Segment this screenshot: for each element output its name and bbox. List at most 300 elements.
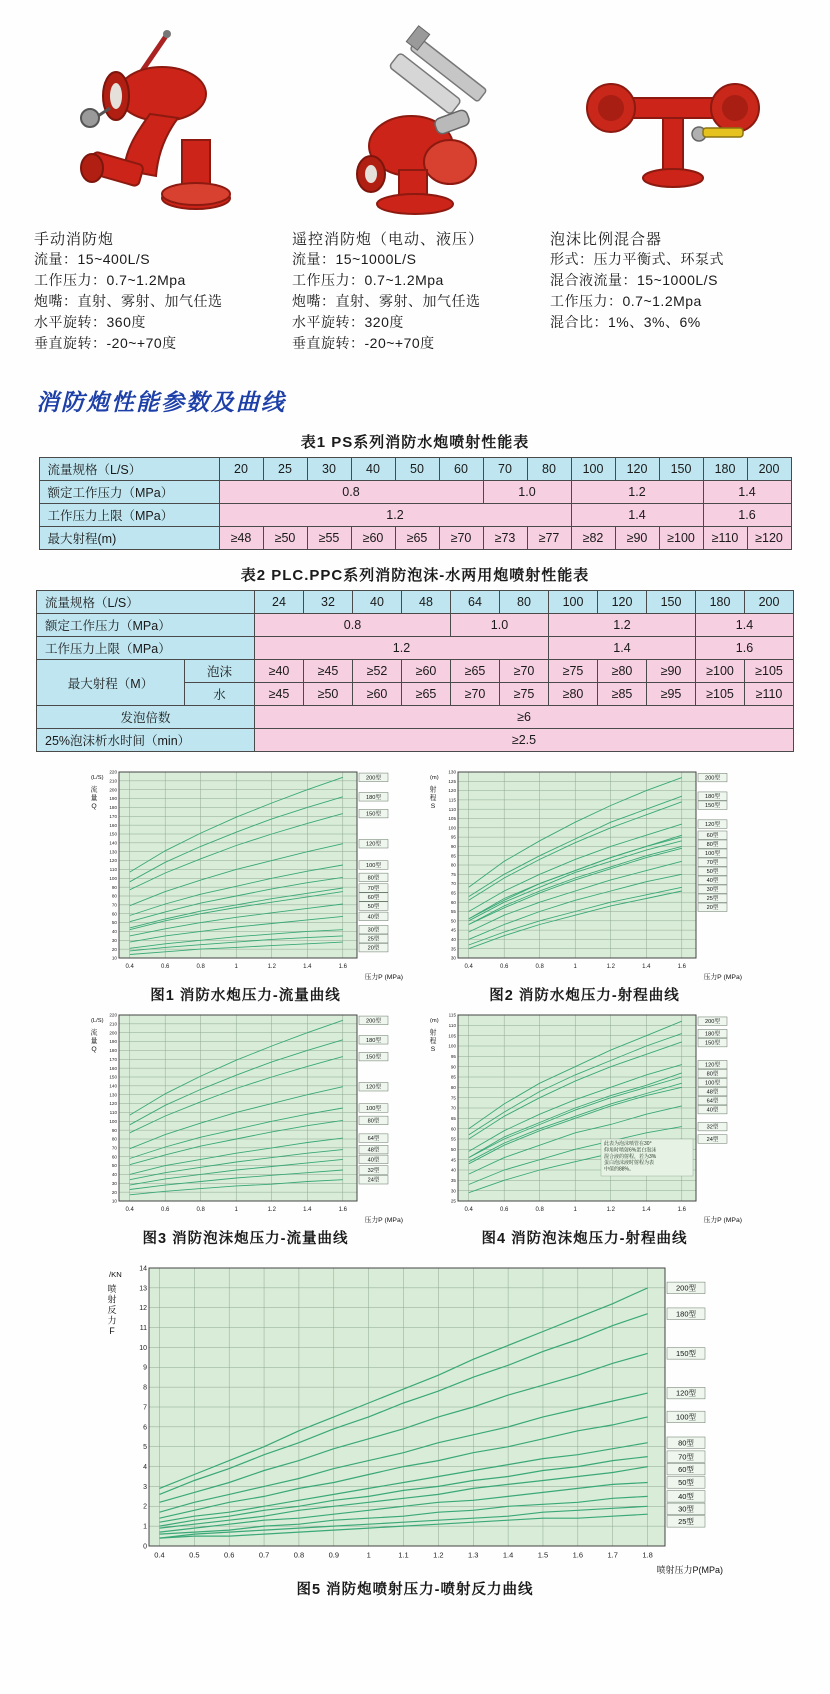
svg-text:70型: 70型 [678, 1452, 694, 1462]
svg-text:0.5: 0.5 [189, 1550, 200, 1560]
svg-text:40: 40 [450, 937, 456, 943]
table-cell: 25%泡沫析水时间（min） [37, 729, 255, 752]
foam-proportioner-art [573, 52, 773, 222]
svg-text:25型: 25型 [678, 1516, 694, 1526]
svg-text:10: 10 [111, 1198, 117, 1204]
table-cell: 150 [647, 591, 696, 614]
table-cell: ≥52 [353, 660, 402, 683]
svg-text:200型: 200型 [675, 1283, 697, 1293]
svg-text:105: 105 [447, 1033, 456, 1039]
svg-text:120: 120 [108, 1101, 117, 1107]
table-cell: 200 [745, 591, 794, 614]
svg-text:中值的88%。: 中值的88%。 [603, 1166, 634, 1173]
svg-text:1.4: 1.4 [302, 1207, 311, 1213]
svg-text:120型: 120型 [675, 1388, 697, 1398]
svg-text:40型: 40型 [706, 1107, 718, 1114]
svg-text:150型: 150型 [704, 1040, 720, 1047]
table-cell: 1.4 [549, 637, 696, 660]
svg-text:80: 80 [111, 893, 117, 899]
svg-text:105: 105 [447, 816, 456, 822]
svg-text:120: 120 [108, 858, 117, 864]
svg-text:190: 190 [108, 1039, 117, 1045]
products-section [34, 16, 796, 354]
svg-text:50型: 50型 [367, 903, 379, 910]
figure-5-chart [105, 1258, 725, 1576]
svg-text:1.2: 1.2 [606, 1207, 615, 1213]
table-cell: 1.4 [696, 614, 794, 637]
section-title: 消防炮性能参数及曲线 [36, 389, 286, 415]
svg-text:45: 45 [450, 927, 456, 933]
table-cell: 流量规格（L/S） [37, 591, 255, 614]
table-cell: 1.2 [219, 504, 571, 527]
svg-text:6: 6 [143, 1424, 147, 1432]
svg-text:130: 130 [108, 1092, 117, 1098]
svg-text:110: 110 [109, 1110, 117, 1116]
svg-text:130: 130 [447, 769, 456, 775]
svg-text:100型: 100型 [675, 1412, 697, 1422]
table-cell: 1.4 [703, 481, 791, 504]
svg-text:70: 70 [111, 1145, 117, 1151]
svg-text:64型: 64型 [367, 1136, 379, 1143]
svg-text:50型: 50型 [706, 869, 718, 876]
svg-text:55: 55 [450, 909, 456, 915]
svg-text:80型: 80型 [367, 1118, 379, 1125]
svg-text:量: 量 [90, 794, 97, 802]
svg-text:150型: 150型 [365, 811, 381, 818]
svg-text:90: 90 [111, 884, 117, 890]
svg-text:60: 60 [450, 1126, 456, 1132]
svg-text:8: 8 [143, 1384, 147, 1392]
product-spec: 水平旋转：320度 [292, 314, 404, 330]
table-cell: ≥65 [395, 527, 439, 550]
svg-text:140: 140 [108, 1083, 117, 1089]
product-spec: 炮嘴：直射、雾射、加气任选 [292, 293, 481, 309]
svg-text:24型: 24型 [367, 1177, 379, 1184]
table-cell: 最大射程(m) [39, 527, 219, 550]
table-cell: 1.6 [703, 504, 791, 527]
product-spec: 工作压力：0.7~1.2Mpa [34, 272, 186, 288]
table-cell: ≥65 [402, 683, 451, 706]
svg-text:170: 170 [108, 1056, 117, 1062]
foam-proportioner-photo [550, 16, 796, 222]
svg-text:程: 程 [429, 794, 436, 802]
remote-fire-monitor-photo [292, 16, 538, 222]
svg-text:1.4: 1.4 [502, 1550, 514, 1560]
svg-text:120型: 120型 [704, 822, 720, 829]
table-cell: 40 [353, 591, 402, 614]
svg-text:75: 75 [450, 1095, 456, 1101]
svg-text:11: 11 [139, 1325, 147, 1333]
table-cell: ≥75 [500, 683, 549, 706]
svg-text:30型: 30型 [367, 927, 379, 934]
table-cell: 额定工作压力（MPa） [37, 614, 255, 637]
svg-text:9: 9 [143, 1364, 147, 1372]
svg-text:0.4: 0.4 [124, 964, 134, 970]
svg-text:35: 35 [450, 946, 456, 952]
table-cell: 200 [747, 458, 791, 481]
svg-text:1.2: 1.2 [267, 1207, 276, 1213]
figure-5 [84, 1258, 746, 1599]
svg-text:0.6: 0.6 [160, 964, 169, 970]
svg-text:50: 50 [111, 1163, 117, 1169]
table-cell: 发泡倍数 [37, 706, 255, 729]
table-cell: 额定工作压力（MPa） [39, 481, 219, 504]
svg-text:压力P (MPa): 压力P (MPa) [703, 1217, 742, 1224]
svg-text:100型: 100型 [365, 862, 381, 869]
svg-text:70: 70 [450, 1105, 456, 1111]
svg-text:40: 40 [111, 1172, 117, 1178]
svg-text:100型: 100型 [704, 1080, 720, 1087]
figure-1-chart [87, 766, 405, 982]
svg-text:射: 射 [429, 786, 436, 794]
svg-text:40: 40 [111, 929, 117, 935]
svg-text:S: S [430, 803, 435, 811]
svg-text:0.6: 0.6 [499, 964, 508, 970]
table-cell: ≥65 [451, 660, 500, 683]
svg-text:100: 100 [447, 825, 456, 831]
svg-text:(L/S): (L/S) [90, 1017, 103, 1024]
table-cell: 150 [659, 458, 703, 481]
svg-text:60型: 60型 [678, 1464, 694, 1474]
table-cell: 100 [571, 458, 615, 481]
table-cell: 25 [263, 458, 307, 481]
svg-text:射: 射 [107, 1294, 117, 1305]
svg-text:150型: 150型 [365, 1054, 381, 1061]
table-cell: 1.0 [483, 481, 571, 504]
svg-text:力: 力 [107, 1315, 117, 1326]
svg-text:此表为泡沫喷管在30°: 此表为泡沫喷管在30° [603, 1141, 652, 1147]
svg-text:80型: 80型 [367, 875, 379, 882]
svg-text:25型: 25型 [706, 896, 718, 903]
svg-text:S: S [430, 1046, 435, 1054]
table-cell: ≥40 [255, 660, 304, 683]
svg-text:0: 0 [143, 1543, 147, 1551]
product-spec: 工作压力：0.7~1.2Mpa [550, 293, 702, 309]
table-cell: ≥50 [263, 527, 307, 550]
table-cell: 120 [598, 591, 647, 614]
svg-text:0.4: 0.4 [463, 1207, 473, 1213]
svg-text:喷射压力P(MPa): 喷射压力P(MPa) [656, 1565, 723, 1575]
svg-text:110: 110 [109, 867, 117, 873]
svg-text:1.4: 1.4 [641, 964, 650, 970]
table-cell: ≥75 [549, 660, 598, 683]
svg-text:32型: 32型 [367, 1167, 379, 1174]
svg-text:25型: 25型 [367, 936, 379, 943]
svg-text:65: 65 [450, 890, 456, 896]
svg-text:压力P (MPa): 压力P (MPa) [364, 974, 403, 981]
svg-text:40型: 40型 [367, 914, 379, 921]
table-cell: 80 [500, 591, 549, 614]
product-spec: 流量：15~400L/S [34, 251, 151, 267]
svg-text:20型: 20型 [706, 905, 718, 912]
table-cell: ≥100 [659, 527, 703, 550]
product-card-2 [292, 16, 538, 354]
svg-text:流: 流 [90, 1029, 97, 1037]
svg-text:180型: 180型 [365, 794, 381, 801]
svg-text:0.4: 0.4 [463, 964, 473, 970]
svg-text:80: 80 [111, 1136, 117, 1142]
svg-text:0.7: 0.7 [258, 1550, 270, 1560]
table-cell: 48 [402, 591, 451, 614]
svg-text:20: 20 [111, 1189, 117, 1195]
svg-text:30: 30 [111, 937, 117, 943]
svg-text:170: 170 [108, 813, 117, 819]
table-cell: ≥105 [745, 660, 794, 683]
svg-text:24型: 24型 [706, 1136, 718, 1143]
table-cell: 最大射程（M） [37, 660, 185, 706]
svg-text:10: 10 [111, 955, 117, 961]
svg-text:85: 85 [450, 853, 456, 859]
svg-text:0.6: 0.6 [223, 1550, 235, 1560]
manual-fire-monitor-photo [34, 16, 280, 222]
svg-text:180型: 180型 [704, 1031, 720, 1038]
svg-text:60型: 60型 [706, 833, 718, 840]
svg-text:120型: 120型 [704, 1062, 720, 1069]
svg-text:200: 200 [108, 787, 117, 793]
figure-1 [84, 766, 407, 1005]
svg-text:12: 12 [139, 1305, 147, 1313]
svg-text:140: 140 [108, 840, 117, 846]
table-cell: ≥80 [549, 683, 598, 706]
figure-4-caption: 图4 消防泡沫炮压力-射程曲线 [481, 1231, 688, 1247]
svg-text:程: 程 [429, 1037, 436, 1045]
svg-text:0.8: 0.8 [196, 964, 205, 970]
table-cell: ≥100 [696, 660, 745, 683]
svg-text:190: 190 [108, 796, 117, 802]
svg-text:压力P (MPa): 压力P (MPa) [364, 1217, 403, 1224]
svg-text:70: 70 [450, 881, 456, 887]
product-spec: 水平旋转：360度 [34, 314, 146, 330]
svg-text:0.8: 0.8 [535, 964, 544, 970]
svg-text:0.4: 0.4 [154, 1550, 165, 1560]
table-cell: ≥110 [745, 683, 794, 706]
table-cell: ≥70 [439, 527, 483, 550]
svg-text:混合液的射程，若为3%: 混合液的射程，若为3% [603, 1153, 656, 1160]
table-cell: ≥90 [647, 660, 696, 683]
svg-text:30: 30 [450, 955, 456, 961]
svg-text:180型: 180型 [675, 1309, 697, 1319]
svg-text:75: 75 [450, 871, 456, 877]
product-name: 遥控消防炮（电动、液压） [292, 231, 485, 248]
svg-text:60: 60 [111, 911, 117, 917]
figure-3-caption: 图3 消防泡沫炮压力-流量曲线 [142, 1231, 349, 1247]
svg-text:1: 1 [234, 1207, 238, 1213]
svg-text:160: 160 [108, 822, 117, 828]
table-cell: 40 [351, 458, 395, 481]
remote-fire-monitor-art [315, 22, 515, 222]
product-spec: 流量：15~1000L/S [292, 251, 417, 267]
svg-text:115: 115 [448, 797, 456, 803]
svg-text:1.6: 1.6 [572, 1550, 584, 1560]
svg-text:射: 射 [429, 1029, 436, 1037]
svg-text:100型: 100型 [704, 851, 720, 858]
figure-4 [423, 1009, 746, 1248]
svg-text:F: F [109, 1326, 115, 1336]
svg-text:100: 100 [108, 875, 117, 881]
svg-text:35: 35 [450, 1177, 456, 1183]
table-cell: 120 [615, 458, 659, 481]
svg-text:150型: 150型 [704, 803, 720, 810]
svg-text:200型: 200型 [704, 775, 720, 782]
svg-text:1: 1 [366, 1550, 371, 1560]
svg-text:200型: 200型 [365, 775, 381, 782]
svg-text:48型: 48型 [706, 1089, 718, 1096]
product-name: 泡沫比例混合器 [550, 231, 663, 248]
svg-text:55: 55 [450, 1136, 456, 1142]
svg-text:1.2: 1.2 [606, 964, 615, 970]
svg-text:(m): (m) [429, 774, 439, 781]
svg-text:65: 65 [450, 1115, 456, 1121]
svg-text:220: 220 [108, 1012, 117, 1018]
svg-text:1.6: 1.6 [338, 964, 347, 970]
svg-text:1: 1 [143, 1523, 147, 1531]
svg-text:喷: 喷 [107, 1284, 117, 1294]
svg-text:200: 200 [108, 1030, 117, 1036]
table-cell: 32 [304, 591, 353, 614]
table-cell: 180 [696, 591, 745, 614]
figure-3 [84, 1009, 407, 1248]
svg-text:30: 30 [111, 1180, 117, 1186]
svg-text:125: 125 [447, 778, 456, 784]
table-cell: ≥80 [598, 660, 647, 683]
product-spec: 混合比：1%、3%、6% [550, 314, 701, 330]
svg-text:0.9: 0.9 [328, 1550, 340, 1560]
svg-text:50: 50 [111, 920, 117, 926]
figure-2-caption: 图2 消防水炮压力-射程曲线 [489, 988, 680, 1004]
svg-text:60: 60 [450, 899, 456, 905]
table-cell: 64 [451, 591, 500, 614]
figure-5-caption: 图5 消防炮喷射压力-喷射反力曲线 [296, 1582, 534, 1598]
product-spec: 垂直旋转：-20~+70度 [292, 335, 435, 351]
table-cell: ≥50 [304, 683, 353, 706]
svg-text:100: 100 [108, 1118, 117, 1124]
svg-text:110: 110 [448, 1022, 456, 1028]
svg-text:80型: 80型 [678, 1438, 694, 1448]
svg-text:48型: 48型 [367, 1147, 379, 1154]
table-cell: 1.2 [255, 637, 549, 660]
svg-text:220: 220 [108, 769, 117, 775]
table-cell: ≥55 [307, 527, 351, 550]
table-cell: 24 [255, 591, 304, 614]
table-cell: ≥70 [500, 660, 549, 683]
table-cell: 1.4 [571, 504, 703, 527]
svg-text:150: 150 [108, 831, 117, 837]
svg-text:1.6: 1.6 [677, 1207, 686, 1213]
svg-text:40: 40 [450, 1167, 456, 1173]
product-card-3 [550, 16, 796, 354]
svg-text:32型: 32型 [706, 1124, 718, 1131]
svg-text:180: 180 [108, 805, 117, 811]
svg-text:1: 1 [234, 964, 238, 970]
table-cell: ≥60 [353, 683, 402, 706]
table-cell: 50 [395, 458, 439, 481]
svg-text:30型: 30型 [706, 887, 718, 894]
table-cell: 0.8 [255, 614, 451, 637]
table-cell: ≥110 [703, 527, 747, 550]
table-cell: 水 [185, 683, 255, 706]
svg-text:13: 13 [139, 1285, 147, 1293]
svg-text:80型: 80型 [706, 842, 718, 849]
svg-text:30型: 30型 [678, 1504, 694, 1514]
svg-text:60: 60 [111, 1154, 117, 1160]
svg-text:30: 30 [450, 1188, 456, 1194]
svg-text:130: 130 [108, 849, 117, 855]
table-cell: ≥105 [696, 683, 745, 706]
table-caption-1: 表1 PS系列消防水炮喷射性能表 [300, 434, 530, 451]
svg-text:70型: 70型 [706, 860, 718, 867]
svg-text:64型: 64型 [706, 1098, 718, 1105]
svg-text:1.3: 1.3 [468, 1550, 479, 1560]
svg-text:流: 流 [90, 786, 97, 794]
svg-text:90: 90 [450, 844, 456, 850]
svg-text:1.6: 1.6 [338, 1207, 347, 1213]
product-name: 手动消防炮 [34, 231, 115, 248]
table-cell: ≥45 [255, 683, 304, 706]
svg-text:1: 1 [573, 964, 577, 970]
table-cell: 泡沫 [185, 660, 255, 683]
svg-text:1.1: 1.1 [398, 1550, 409, 1560]
table-cell: 0.8 [219, 481, 483, 504]
table-cell: 100 [549, 591, 598, 614]
table-cell: ≥60 [351, 527, 395, 550]
svg-text:(L/S): (L/S) [90, 774, 103, 781]
table-cell: 60 [439, 458, 483, 481]
svg-text:1.4: 1.4 [641, 1207, 650, 1213]
table-cell: ≥77 [527, 527, 571, 550]
table-cell: 30 [307, 458, 351, 481]
svg-text:1.4: 1.4 [302, 964, 311, 970]
svg-text:70: 70 [111, 902, 117, 908]
table-cell: ≥48 [219, 527, 263, 550]
svg-text:160: 160 [108, 1065, 117, 1071]
svg-text:40型: 40型 [678, 1491, 694, 1501]
svg-text:100型: 100型 [365, 1105, 381, 1112]
svg-text:5: 5 [143, 1444, 147, 1452]
svg-text:80: 80 [450, 1084, 456, 1090]
manual-fire-monitor-art [62, 22, 252, 222]
table-caption-2: 表2 PLC.PPC系列消防泡沫-水两用炮喷射性能表 [240, 567, 590, 584]
svg-text:Q: Q [90, 1046, 97, 1054]
svg-text:200型: 200型 [704, 1019, 720, 1026]
performance-table-1 [39, 457, 792, 550]
table-cell: 1.0 [451, 614, 549, 637]
svg-text:1.2: 1.2 [433, 1550, 444, 1560]
svg-text:1.5: 1.5 [537, 1550, 549, 1560]
table-cell: ≥70 [451, 683, 500, 706]
svg-text:120型: 120型 [365, 1084, 381, 1091]
table-cell: 1.6 [696, 637, 794, 660]
svg-text:1.8: 1.8 [642, 1550, 653, 1560]
figure-3-chart [87, 1009, 405, 1225]
product-spec: 混合液流量：15~1000L/S [550, 272, 718, 288]
figure-1-caption: 图1 消防水炮压力-流量曲线 [150, 988, 341, 1004]
svg-text:20: 20 [111, 946, 117, 952]
figure-4-chart [426, 1009, 744, 1225]
product-spec: 垂直旋转：-20~+70度 [34, 335, 177, 351]
table-cell: ≥85 [598, 683, 647, 706]
product-spec: 炮嘴：直射、雾射、加气任选 [34, 293, 223, 309]
figure-2 [423, 766, 746, 1005]
svg-text:7: 7 [143, 1404, 147, 1412]
product-spec: 形式：压力平衡式、环泵式 [550, 251, 724, 267]
svg-text:120: 120 [447, 788, 456, 794]
svg-text:1.2: 1.2 [267, 964, 276, 970]
performance-table-2 [36, 590, 794, 752]
svg-text:95: 95 [450, 1053, 456, 1059]
svg-text:45: 45 [450, 1157, 456, 1163]
table-cell: 1.2 [549, 614, 696, 637]
svg-text:蛋白泡沫液时射程为表: 蛋白泡沫液时射程为表 [603, 1160, 654, 1167]
